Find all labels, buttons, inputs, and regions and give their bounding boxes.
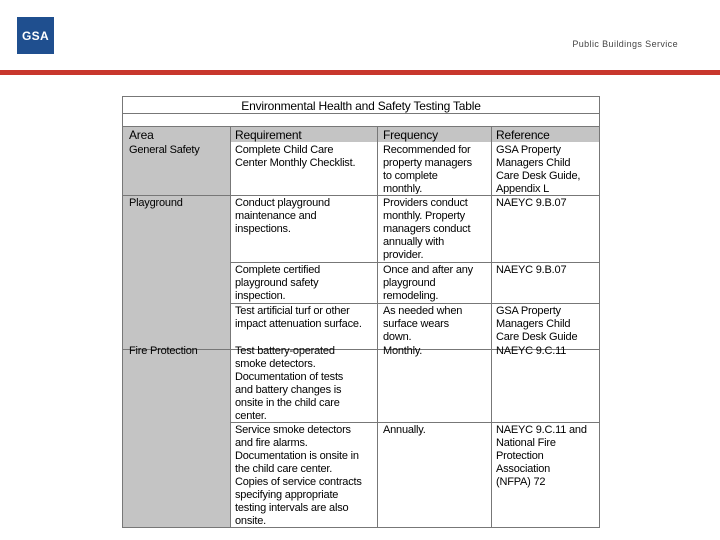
rule (123, 126, 599, 127)
table-title: Environmental Health and Safety Testing Table (241, 99, 481, 113)
rule (377, 126, 378, 527)
requirement-cell: Conduct playground maintenance and inspections. (235, 197, 330, 235)
reference-cell: GSA Property Managers Child Care Desk Guide (496, 305, 578, 343)
frequency-cell: Once and after any playground remodeling. (383, 264, 473, 302)
frequency-cell: Recommended for property managers to complete monthly. (383, 144, 472, 194)
rule (123, 113, 599, 114)
frequency-cell: Annually. (383, 424, 426, 436)
requirement-cell: Complete Child Care Center Monthly Checklist. (235, 144, 356, 169)
requirement-cell: Service smoke detectors and fire alarms. Documentation is onsite in the child care center. Copies of service contracts specifying appropriate testing intervals are also onsite. (235, 424, 362, 527)
rule (230, 262, 599, 263)
area-cell: Fire Protection (129, 345, 198, 357)
frequency-cell: As needed when surface wears down. (383, 305, 463, 343)
rule (230, 126, 231, 527)
reference-cell: GSA Property Managers Child Care Desk Guide, Appendix L (496, 144, 581, 194)
column-header-frequency: Frequency (383, 129, 438, 142)
rule (123, 195, 599, 196)
requirement-cell: Test battery-operated smoke detectors. Documentation of tests and battery changes is onsite in the child care center. (235, 345, 344, 421)
rule (230, 422, 599, 423)
reference-cell: NAEYC 9.C.11 (496, 345, 567, 357)
reference-cell: NAEYC 9.B.07 (496, 197, 567, 209)
frequency-cell: Providers conduct monthly. Property managers conduct annually with provider. (383, 197, 471, 261)
reference-cell: NAEYC 9.C.11 and National Fire Protection Association (NFPA) 72 (496, 424, 587, 488)
requirement-cell: Test artificial turf or other impact attenuation surface. (235, 305, 362, 330)
service-name: Public Buildings Service (572, 39, 678, 49)
header-divider (0, 70, 720, 75)
area-cell: General Safety (129, 144, 200, 156)
column-header-area: Area (129, 129, 154, 142)
rule (491, 126, 492, 527)
area-cell: Playground (129, 197, 183, 209)
testing-table (122, 96, 600, 528)
reference-cell: NAEYC 9.B.07 (496, 264, 567, 276)
requirement-cell: Complete certified playground safety inspection. (235, 264, 321, 302)
column-header-requirement: Requirement (235, 129, 302, 142)
rule (230, 303, 599, 304)
gsa-logo: GSA (17, 17, 54, 54)
column-header-reference: Reference (496, 129, 550, 142)
frequency-cell: Monthly. (383, 345, 423, 357)
area-column-shade (123, 126, 230, 527)
